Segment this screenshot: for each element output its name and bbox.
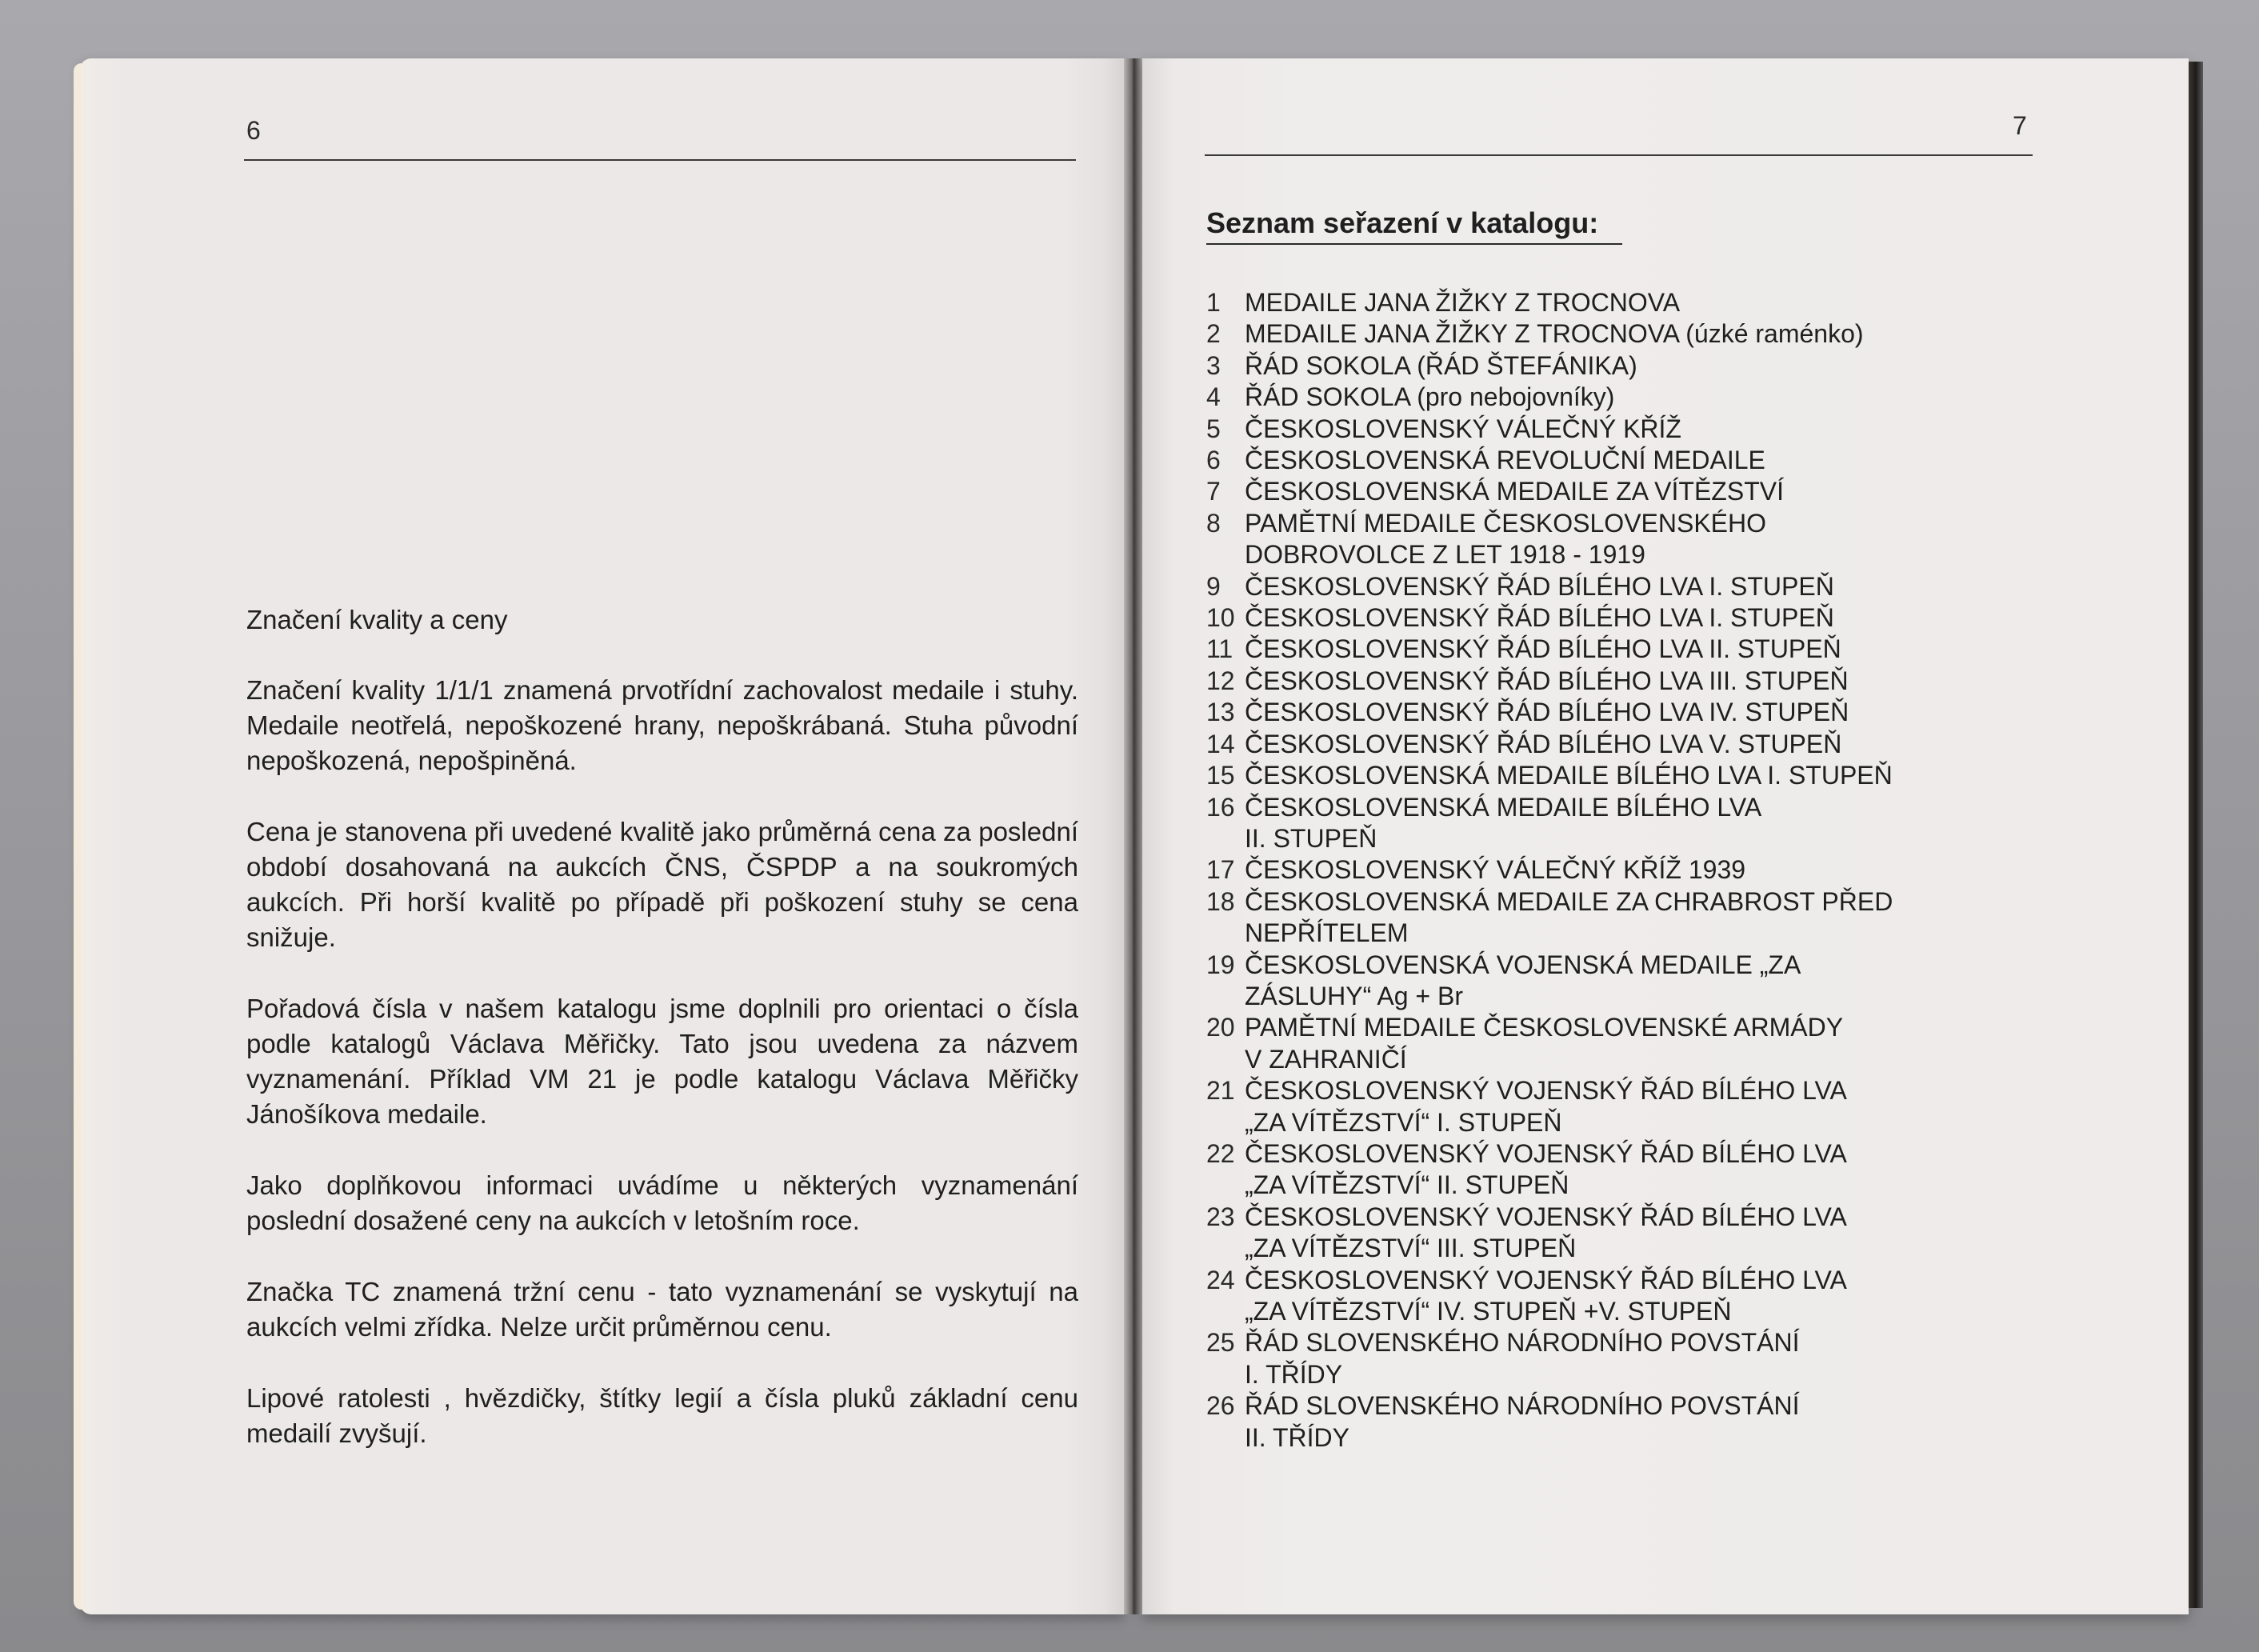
- list-item-text: [1245, 760, 2086, 791]
- list-item: [1206, 760, 2086, 791]
- list-item-line: ŘÁD SLOVENSKÉHO NÁRODNÍHO POVSTÁNÍ: [1245, 1391, 1800, 1421]
- list-item-number: 6: [1206, 446, 1221, 475]
- list-item-text: [1245, 1265, 2086, 1328]
- list-item-number: 4: [1206, 382, 1221, 412]
- list-item: [1206, 571, 2086, 602]
- list-item-continuation: II. STUPEŇ: [1245, 823, 1377, 853]
- list-item-text: [1245, 382, 2086, 413]
- list-item-continuation: „ZA VÍTĚZSTVÍ“ II. STUPEŇ: [1245, 1170, 1569, 1200]
- list-item: [1206, 1390, 2086, 1454]
- list-item-line: MEDAILE JANA ŽIŽKY Z TROCNOVA: [1245, 288, 1681, 317]
- list-item-number: 21: [1206, 1076, 1235, 1106]
- list-item: [1206, 792, 2086, 855]
- list-item-number: 16: [1206, 792, 1235, 822]
- list-item-text: [1245, 950, 2086, 1013]
- list-item-continuation: II. TŘÍDY: [1245, 1422, 1349, 1452]
- list-item-continuation: V ZAHRANIČÍ: [1245, 1044, 1407, 1074]
- list-item-number: 5: [1206, 414, 1221, 443]
- list-item-text: [1245, 1138, 2086, 1202]
- paragraph-numbering: Pořadová čísla v našem katalogu jsme doplnili pro orientaci o čísla podle katalogů Václava Měřičky. Tato jsou uvedena za názvem vyznamenání. Příklad VM 21 je podle katalogu Václava Měřičky Jánošíkova medaile.: [246, 994, 1078, 1129]
- list-item-number: 3: [1206, 350, 1221, 380]
- list-item-number: 13: [1206, 698, 1235, 727]
- list-item-continuation: NEPŘÍTELEM: [1245, 918, 1409, 948]
- list-item-text: [1245, 886, 2086, 950]
- list-item: [1206, 602, 2086, 634]
- page-number-left: 6: [246, 116, 261, 145]
- left-page: [80, 58, 1124, 1614]
- list-item-text: [1245, 1012, 2086, 1075]
- list-item: [1206, 1138, 2086, 1202]
- list-item-number: 11: [1206, 634, 1233, 664]
- list-item-line: ŘÁD SOKOLA (ŘÁD ŠTEFÁNIKA): [1245, 350, 1637, 380]
- list-item: [1206, 476, 2086, 507]
- list-item-number: 12: [1206, 666, 1235, 695]
- list-item: [1206, 1265, 2086, 1328]
- list-item: [1206, 350, 2086, 382]
- list-item-line: ČESKOSLOVENSKÝ VOJENSKÝ ŘÁD BÍLÉHO LVA: [1245, 1076, 1847, 1106]
- list-item-number: 10: [1206, 603, 1235, 633]
- list-item: [1206, 729, 2086, 760]
- book-gutter: [1124, 58, 1142, 1614]
- list-item-text: [1245, 602, 2086, 634]
- catalog-order-list: [1206, 287, 2086, 1454]
- list-item-line: PAMĚTNÍ MEDAILE ČESKOSLOVENSKÉHO: [1245, 508, 1767, 538]
- list-item-continuation: „ZA VÍTĚZSTVÍ“ IV. STUPEŇ +V. STUPEŇ: [1245, 1297, 1732, 1326]
- page-number-right: 7: [2013, 111, 2027, 140]
- header-rule-right: [1205, 154, 2033, 156]
- list-item-number: 9: [1206, 571, 1221, 601]
- list-item: [1206, 445, 2086, 476]
- list-item-number: 1: [1206, 288, 1221, 317]
- list-item-line: ČESKOSLOVENSKÝ ŘÁD BÍLÉHO LVA I. STUPEŇ: [1245, 571, 1834, 601]
- list-item-text: [1245, 1075, 2086, 1138]
- list-item-continuation: „ZA VÍTĚZSTVÍ“ III. STUPEŇ: [1245, 1234, 1577, 1263]
- list-item: [1206, 508, 2086, 571]
- list-item-line: ŘÁD SLOVENSKÉHO NÁRODNÍHO POVSTÁNÍ: [1245, 1328, 1800, 1358]
- right-page: [1142, 58, 2189, 1614]
- list-item-line: ČESKOSLOVENSKÝ ŘÁD BÍLÉHO LVA III. STUPEŇ: [1245, 666, 1849, 695]
- list-item-line: MEDAILE JANA ŽIŽKY Z TROCNOVA (úzké raménko): [1245, 319, 1864, 349]
- list-item-line: ČESKOSLOVENSKÁ REVOLUČNÍ MEDAILE: [1245, 446, 1765, 475]
- list-item-number: 18: [1206, 886, 1235, 916]
- list-item: [1206, 287, 2086, 318]
- list-item-line: ČESKOSLOVENSKÝ ŘÁD BÍLÉHO LVA II. STUPEŇ: [1245, 634, 1841, 664]
- list-item: [1206, 697, 2086, 728]
- list-item-line: ČESKOSLOVENSKÝ VOJENSKÝ ŘÁD BÍLÉHO LVA: [1245, 1202, 1847, 1231]
- list-item-number: 15: [1206, 761, 1235, 790]
- catalog-order-section: [1206, 206, 2086, 1454]
- paragraph-quality: Značení kvality 1/1/1 znamená prvotřídní zachovalost medaile i stuhy. Medaile neotřelá, nepoškozené hrany, nepoškrábaná. Stuha původní nepoškozená, nepošpiněná.: [246, 675, 1078, 775]
- quality-and-price-section: [246, 604, 1078, 1487]
- list-item-continuation: „ZA VÍTĚZSTVÍ“ I. STUPEŇ: [1245, 1107, 1562, 1137]
- list-item-text: [1245, 1202, 2086, 1265]
- list-item-number: 24: [1206, 1265, 1235, 1294]
- list-item-text: [1245, 729, 2086, 760]
- list-item-number: 19: [1206, 950, 1235, 979]
- list-item-text: [1245, 476, 2086, 507]
- list-item: [1206, 666, 2086, 697]
- list-item: [1206, 854, 2086, 886]
- list-item-line: ČESKOSLOVENSKÝ ŘÁD BÍLÉHO LVA I. STUPEŇ: [1245, 603, 1834, 633]
- list-item-continuation: DOBROVOLCE Z LET 1918 - 1919: [1245, 540, 1645, 570]
- list-item-text: [1245, 697, 2086, 728]
- list-item-text: [1245, 854, 2086, 886]
- list-item-text: [1245, 445, 2086, 476]
- list-item-text: [1245, 571, 2086, 602]
- paragraph-price: Cena je stanovena při uvedené kvalitě jako průměrná cena za poslední období dosahovaná na aukcích ČNS, ČSPDP a na soukromých aukcích. Při horší kvalitě po případě při poškození stuhy se cena snižuje.: [246, 817, 1078, 952]
- list-item: [1206, 1075, 2086, 1138]
- list-item-text: [1245, 318, 2086, 350]
- list-item-continuation: ZÁSLUHY“ Ag + Br: [1245, 981, 1463, 1010]
- list-item: [1206, 382, 2086, 413]
- list-item-number: 25: [1206, 1328, 1235, 1358]
- list-item-line: PAMĚTNÍ MEDAILE ČESKOSLOVENSKÉ ARMÁDY: [1245, 1013, 1844, 1042]
- header-rule-left: [244, 159, 1076, 161]
- list-item-number: 17: [1206, 855, 1235, 885]
- list-item-number: 22: [1206, 1138, 1235, 1168]
- list-item-number: 2: [1206, 319, 1221, 349]
- list-item: [1206, 414, 2086, 445]
- list-item: [1206, 950, 2086, 1013]
- paragraph-extras: Lipové ratolesti , hvězdičky, štítky legií a čísla pluků základní cenu medailí zvyšují.: [246, 1383, 1078, 1448]
- list-item-line: ČESKOSLOVENSKÝ VOJENSKÝ ŘÁD BÍLÉHO LVA: [1245, 1138, 1847, 1168]
- list-item-number: 20: [1206, 1013, 1235, 1042]
- list-item-text: [1245, 792, 2086, 855]
- list-item-line: ČESKOSLOVENSKÁ MEDAILE ZA VÍTĚZSTVÍ: [1245, 477, 1784, 506]
- list-item-line: ČESKOSLOVENSKÝ ŘÁD BÍLÉHO LVA V. STUPEŇ: [1245, 729, 1842, 758]
- list-item-number: 8: [1206, 508, 1221, 538]
- list-item-line: ČESKOSLOVENSKÝ ŘÁD BÍLÉHO LVA IV. STUPEŇ: [1245, 698, 1849, 727]
- list-item-continuation: I. TŘÍDY: [1245, 1359, 1343, 1389]
- section-heading: Značení kvality a ceny: [246, 605, 508, 634]
- list-item-text: [1245, 508, 2086, 571]
- list-item-line: ČESKOSLOVENSKÁ VOJENSKÁ MEDAILE „ZA: [1245, 950, 1801, 979]
- list-item-text: [1245, 350, 2086, 382]
- list-item: [1206, 1012, 2086, 1075]
- list-item-line: ŘÁD SOKOLA (pro nebojovníky): [1245, 382, 1615, 412]
- list-item-line: ČESKOSLOVENSKÝ VÁLEČNÝ KŘÍŽ: [1245, 414, 1681, 443]
- list-item-text: [1245, 1327, 2086, 1390]
- list-item-number: 14: [1206, 729, 1235, 758]
- list-item-line: ČESKOSLOVENSKÁ MEDAILE ZA CHRABROST PŘED: [1245, 886, 1893, 916]
- list-item-text: [1245, 666, 2086, 697]
- paragraph-tc-mark: Značka TC znamená tržní cenu - tato vyznamenání se vyskytují na aukcích velmi zřídka. Nelze určit průměrnou cenu.: [246, 1277, 1078, 1342]
- list-item-text: [1245, 414, 2086, 445]
- list-item-text: [1245, 287, 2086, 318]
- list-item: [1206, 1327, 2086, 1390]
- list-item-text: [1245, 1390, 2086, 1454]
- list-item: [1206, 318, 2086, 350]
- paragraph-auction-info: Jako doplňkovou informaci uvádíme u některých vyznamenání poslední dosažené ceny na aukcích v letošním roce.: [246, 1170, 1078, 1235]
- list-item-number: 23: [1206, 1202, 1235, 1231]
- list-item: [1206, 886, 2086, 950]
- list-item-number: 7: [1206, 477, 1221, 506]
- list-item-line: ČESKOSLOVENSKÁ MEDAILE BÍLÉHO LVA: [1245, 792, 1762, 822]
- list-title: Seznam seřazení v katalogu:: [1206, 206, 1622, 245]
- list-item-line: ČESKOSLOVENSKÁ MEDAILE BÍLÉHO LVA I. STUPEŇ: [1245, 761, 1893, 790]
- list-item-line: ČESKOSLOVENSKÝ VOJENSKÝ ŘÁD BÍLÉHO LVA: [1245, 1265, 1847, 1294]
- list-item-number: 26: [1206, 1391, 1235, 1421]
- list-item-text: [1245, 634, 2086, 665]
- list-item-line: ČESKOSLOVENSKÝ VÁLEČNÝ KŘÍŽ 1939: [1245, 855, 1746, 885]
- list-item: [1206, 1202, 2086, 1265]
- list-item: [1206, 634, 2086, 665]
